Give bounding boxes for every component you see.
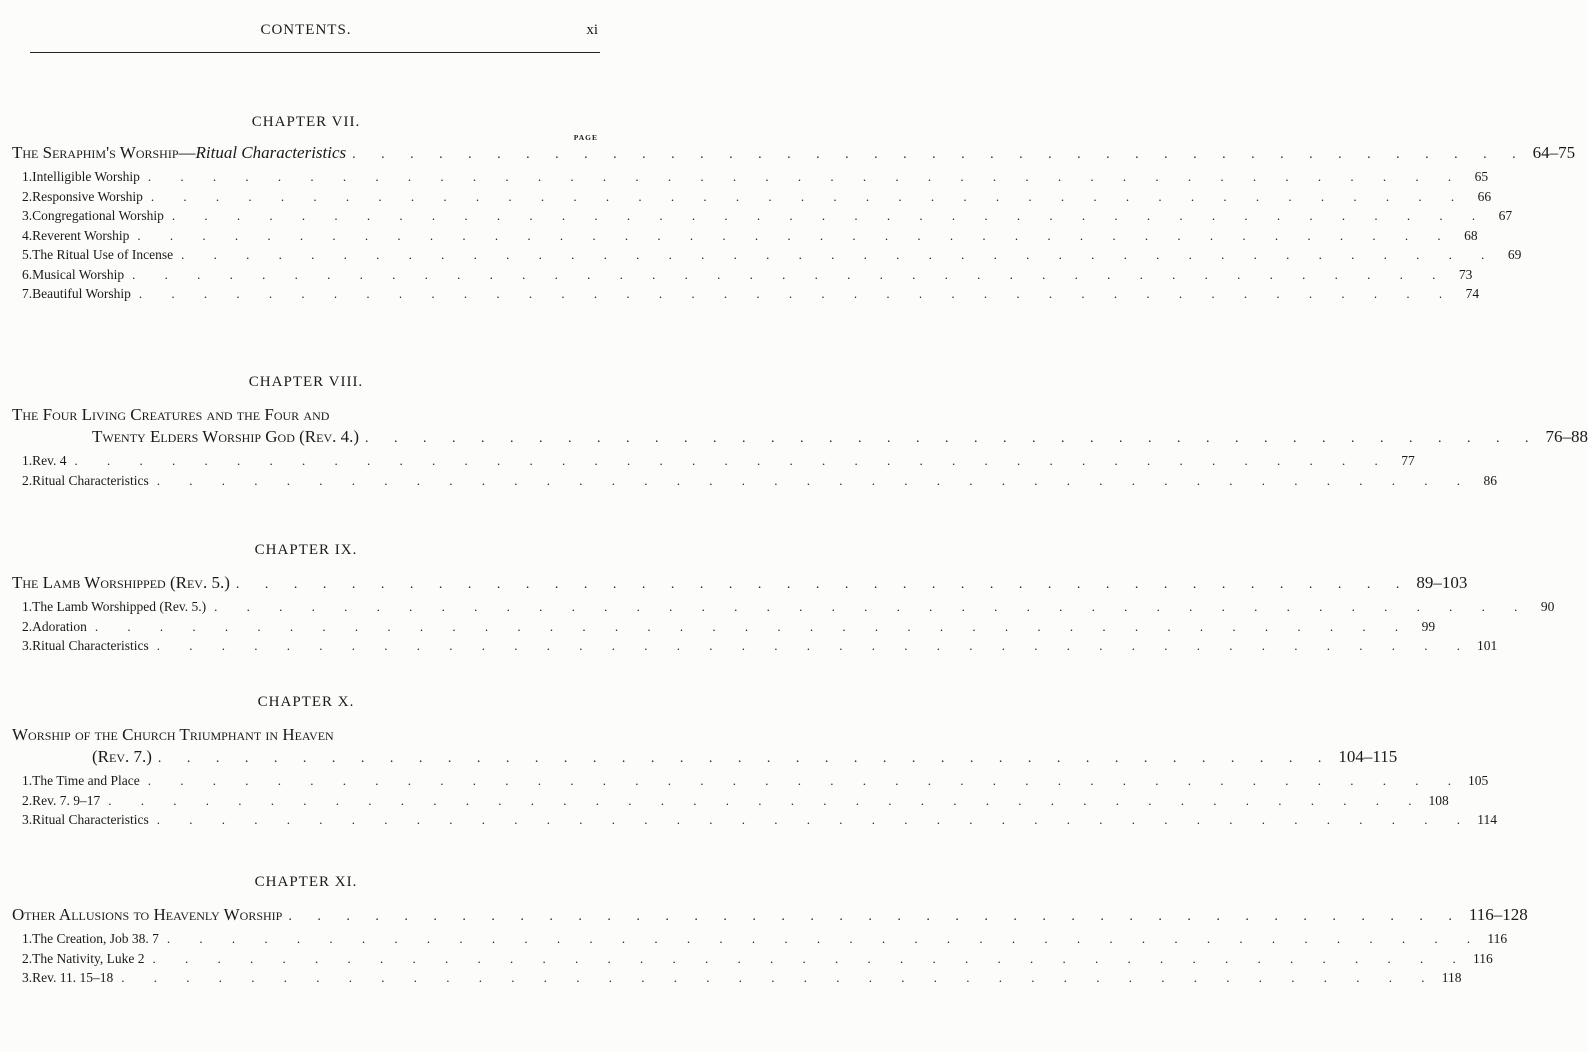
section-number: 1. — [22, 453, 33, 468]
section-number: 2. — [22, 950, 33, 966]
section-title: Ritual Characteristics — [32, 472, 149, 488]
dot-leaders: . . . . . . . . . . . . . . . . . . . . . . . . . . . . . . . . . . . . . . . . . — [171, 208, 1489, 223]
page-number: xi — [586, 22, 598, 38]
section-title: Rev. 4 — [32, 453, 67, 468]
section-title: The Creation, Job 38. 7 — [32, 931, 159, 946]
chapter-heading: CHAPTER XI. — [254, 874, 358, 890]
chapter-title-line — [12, 142, 1576, 166]
dot-leaders: . . . . . . . . . . . . . . . . . . . . . . . . . . . . . . . . . . . . . . . . . — [288, 909, 1463, 924]
chapter-title-line — [12, 724, 600, 746]
chapter-title-text: Worship of the Church Triumphant in Heaven — [12, 725, 334, 744]
section-number: 2. — [22, 188, 33, 204]
section-title: Beautiful Worship — [32, 286, 131, 301]
section-number: 2. — [22, 792, 33, 808]
chapter-title-entry — [12, 142, 1576, 166]
section-number: 3. — [22, 638, 33, 653]
section-page-number: 105 — [1468, 773, 1489, 788]
chapter-title-entry — [12, 724, 1398, 770]
running-head-title: CONTENTS. — [260, 22, 352, 38]
dot-leaders: . . . . . . . . . . . . . . . . . . . . . . . . . . . . . . . . . . . . . . . . . — [108, 792, 1425, 808]
dot-leaders: . . . . . . . . . . . . . . . . . . . . . . . . . . . . . . . . . . . . . . . . . — [152, 950, 1469, 966]
section-page-number: 114 — [1477, 812, 1497, 827]
section-title: The Ritual Use of Incense — [32, 247, 174, 262]
dot-leaders: . . . . . . . . . . . . . . . . . . . . . . . . . . . . . . . . . . . . . . . . . — [352, 147, 1527, 162]
section-page-number: 74 — [1465, 286, 1480, 301]
dot-leaders: . . . . . . . . . . . . . . . . . . . . . . . . . . . . . . . . . . . . . . . . . — [137, 227, 1454, 243]
section-entry — [12, 929, 1508, 949]
chapter-title-entry — [12, 572, 1468, 596]
section-list — [12, 597, 1555, 656]
section-page-number: 69 — [1507, 247, 1522, 262]
section-title: Ritual Characteristics — [32, 638, 149, 653]
chapter-title-text: The Seraphim's Worship— — [12, 143, 196, 162]
chapter-block — [12, 538, 1555, 656]
chapter-title-text: The Four Living Creatures and the Four and — [12, 405, 330, 424]
section-page-number: 73 — [1458, 266, 1473, 282]
section-entry — [12, 265, 1473, 285]
dot-leaders: . . . . . . . . . . . . . . . . . . . . . . . . . . . . . . . . . . . . . . . . . — [150, 188, 1468, 204]
chapter-heading: CHAPTER VII. — [251, 114, 361, 130]
section-list — [12, 451, 1497, 490]
section-number: 3. — [22, 970, 33, 985]
header-rule — [30, 52, 600, 53]
section-title: Adoration — [32, 618, 87, 634]
dot-leaders: . . . . . . . . . . . . . . . . . . . . . . . . . . . . . . . . . . . . . . . . . — [156, 812, 1473, 827]
chapter-title-entry — [12, 404, 1588, 450]
section-list — [12, 929, 1508, 988]
section-title: Responsive Worship — [32, 188, 143, 204]
chapter-title-line — [12, 572, 1468, 596]
dot-leaders: . . . . . . . . . . . . . . . . . . . . . . . . . . . . . . . . . . . . . . . . . — [121, 970, 1438, 985]
section-page-number: 116 — [1472, 950, 1493, 966]
chapter-title-line — [12, 746, 1398, 770]
section-title: Ritual Characteristics — [32, 812, 149, 827]
section-entry — [12, 949, 1493, 969]
section-number: 5. — [22, 247, 33, 262]
section-number: 3. — [22, 208, 33, 223]
section-number: 2. — [22, 472, 33, 488]
section-number: 3. — [22, 812, 33, 827]
section-page-number: 77 — [1401, 453, 1415, 468]
section-page-number: 67 — [1498, 208, 1513, 223]
section-entry — [12, 968, 1462, 988]
section-entry — [12, 187, 1492, 207]
chapter-title-text: Twenty Elders Worship God (Rev. 4.) — [92, 427, 360, 446]
chapter-block — [12, 690, 1497, 830]
chapter-title-line — [12, 426, 1588, 450]
section-page-number: 101 — [1476, 638, 1498, 653]
section-title: Congregational Worship — [32, 208, 164, 223]
section-page-number: 65 — [1474, 169, 1489, 184]
section-entry — [12, 810, 1497, 830]
section-entry — [12, 245, 1522, 265]
section-page-number: 86 — [1483, 472, 1497, 488]
chapter-page-range: 89–103 — [1416, 573, 1468, 592]
section-entry — [12, 451, 1415, 471]
section-number: 1. — [22, 169, 33, 184]
dot-leaders: . . . . . . . . . . . . . . . . . . . . . . . . . . . . . . . . . . . . . . . . . — [235, 577, 1411, 592]
dot-leaders: . . . . . . . . . . . . . . . . . . . . . . . . . . . . . . . . . . . . . . . . . — [74, 453, 1391, 468]
chapter-block — [12, 870, 1528, 988]
section-number: 7. — [22, 286, 33, 301]
section-page-number: 90 — [1540, 599, 1555, 614]
chapter-title-line — [12, 404, 600, 426]
section-number: 4. — [22, 227, 33, 243]
dot-leaders: . . . . . . . . . . . . . . . . . . . . . . . . . . . . . . . . . . . . . . . . . — [156, 638, 1473, 653]
section-number: 6. — [22, 266, 33, 282]
section-title: Rev. 11. 15–18 — [32, 970, 114, 985]
chapter-block — [12, 370, 1588, 490]
dot-leaders: . . . . . . . . . . . . . . . . . . . . . . . . . . . . . . . . . . . . . . . . . — [147, 169, 1465, 184]
chapter-title-text: (Rev. 7.) — [92, 747, 152, 766]
section-list — [12, 771, 1497, 830]
section-page-number: 108 — [1428, 792, 1449, 808]
section-title: Intelligible Worship — [32, 169, 140, 184]
section-entry — [12, 771, 1489, 791]
section-page-number: 68 — [1464, 227, 1478, 243]
chapter-block — [12, 110, 1576, 304]
section-entry — [12, 226, 1478, 246]
section-title: Musical Worship — [32, 266, 125, 282]
dot-leaders: . . . . . . . . . . . . . . . . . . . . . . . . . . . . . . . . . . . . . . . . . — [132, 266, 1449, 282]
dot-leaders: . . . . . . . . . . . . . . . . . . . . . . . . . . . . . . . . . . . . . . . . . — [181, 247, 1498, 262]
section-title: The Lamb Worshipped (Rev. 5.) — [32, 599, 207, 614]
section-entry — [12, 471, 1497, 491]
dot-leaders: . . . . . . . . . . . . . . . . . . . . . . . . . . . . . . . . . . . . . . . . . — [147, 773, 1464, 788]
section-number: 1. — [22, 599, 33, 614]
dot-leaders: . . . . . . . . . . . . . . . . . . . . . . . . . . . . . . . . . . . . . . . . . — [214, 599, 1531, 614]
section-entry — [12, 167, 1489, 187]
chapter-page-range: 76–88 — [1545, 427, 1588, 446]
section-entry — [12, 791, 1449, 811]
section-number: 2. — [22, 618, 33, 634]
chapter-heading: CHAPTER IX. — [254, 542, 358, 558]
chapter-page-range: 64–75 — [1532, 143, 1576, 162]
section-entry — [12, 284, 1480, 304]
running-head — [0, 20, 612, 44]
dot-leaders: . . . . . . . . . . . . . . . . . . . . . . . . . . . . . . . . . . . . . . . . . — [138, 286, 1456, 301]
chapter-title-text: The Lamb Worshipped (Rev. 5.) — [12, 573, 230, 592]
section-page-number: 99 — [1421, 618, 1436, 634]
section-number: 1. — [22, 773, 33, 788]
section-page-number: 118 — [1441, 970, 1462, 985]
section-title: The Time and Place — [32, 773, 140, 788]
section-page-number: 116 — [1487, 931, 1508, 946]
dot-leaders: . . . . . . . . . . . . . . . . . . . . . . . . . . . . . . . . . . . . . . . . . — [94, 618, 1412, 634]
chapter-title-italic: Ritual Characteristics — [195, 143, 347, 162]
dot-leaders: . . . . . . . . . . . . . . . . . . . . . . . . . . . . . . . . . . . . . . . . . — [365, 431, 1540, 446]
section-list — [12, 167, 1522, 304]
dot-leaders: . . . . . . . . . . . . . . . . . . . . . . . . . . . . . . . . . . . . . . . . . — [156, 472, 1473, 488]
section-page-number: 66 — [1477, 188, 1492, 204]
dot-leaders: . . . . . . . . . . . . . . . . . . . . . . . . . . . . . . . . . . . . . . . . . — [157, 751, 1333, 766]
chapter-heading: CHAPTER VIII. — [248, 374, 364, 390]
chapter-title-entry — [12, 904, 1528, 928]
chapter-title-line — [12, 904, 1528, 928]
section-entry — [12, 617, 1436, 637]
section-title: The Nativity, Luke 2 — [32, 950, 145, 966]
section-title: Reverent Worship — [32, 227, 130, 243]
section-title: Rev. 7. 9–17 — [32, 792, 101, 808]
section-number: 1. — [22, 931, 33, 946]
chapter-page-range: 104–115 — [1338, 747, 1398, 766]
page-column-label: PAGE — [573, 133, 598, 142]
section-entry — [12, 636, 1498, 656]
chapter-heading: CHAPTER X. — [257, 694, 355, 710]
dot-leaders: . . . . . . . . . . . . . . . . . . . . . . . . . . . . . . . . . . . . . . . . . — [166, 931, 1484, 946]
chapter-page-range: 116–128 — [1468, 905, 1528, 924]
chapter-title-text: Other Allusions to Heavenly Worship — [12, 905, 283, 924]
section-entry — [12, 206, 1513, 226]
section-entry — [12, 597, 1555, 617]
